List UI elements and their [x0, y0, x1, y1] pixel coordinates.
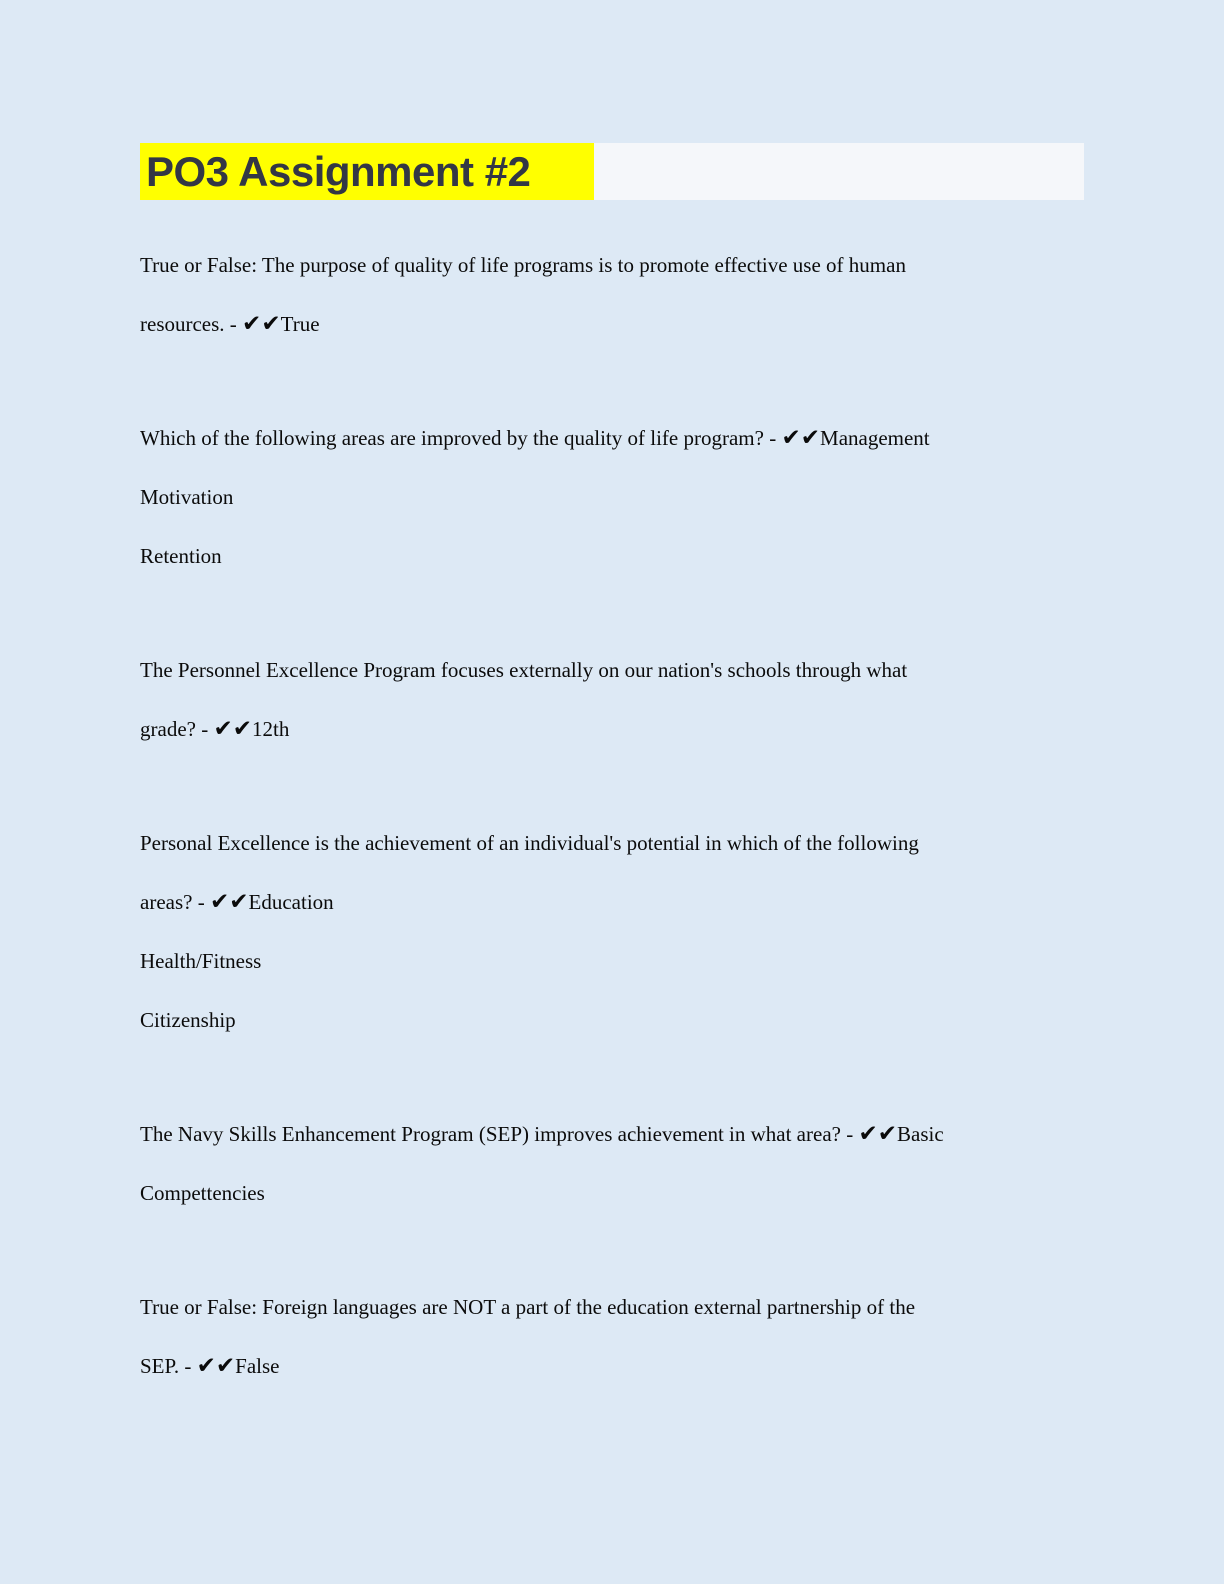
- answer-line: Motivation: [140, 485, 234, 509]
- page-title: PO3 Assignment #2: [140, 143, 594, 200]
- check-icon: ✔: [781, 425, 801, 451]
- question-block-6: [140, 1278, 1084, 1396]
- check-icon: ✔: [213, 716, 233, 742]
- answer-line: resources. - ✔✔True: [140, 311, 320, 337]
- answer-line: SEP. - ✔✔False: [140, 1353, 280, 1379]
- question-line: True or False: The purpose of quality of life programs is to promote effective use of human: [140, 253, 906, 277]
- check-icon: ✔: [232, 716, 253, 742]
- question-line: The Personnel Excellence Program focuses externally on our nation's schools through what: [140, 658, 908, 682]
- question-block-5: [140, 1105, 1084, 1223]
- check-icon: ✔: [877, 1121, 898, 1147]
- question-line: Which of the following areas are improved by the quality of life program? - ✔✔Management: [140, 425, 930, 451]
- check-icon: ✔: [209, 889, 230, 915]
- check-icon: ✔: [800, 425, 821, 451]
- title-band: [140, 143, 1084, 200]
- question-line: Personal Excellence is the achievement of an individual's potential in which of the following: [140, 831, 919, 855]
- check-icon: ✔: [196, 1353, 216, 1379]
- question-line: True or False: Foreign languages are NOT a part of the education external partnership of the: [140, 1295, 916, 1319]
- check-icon: ✔: [858, 1121, 878, 1147]
- answer-line: Health/Fitness: [140, 949, 262, 973]
- question-block-3: [140, 641, 1084, 759]
- answer-line: Compettencies: [140, 1181, 265, 1205]
- answer-line: Retention: [140, 544, 222, 568]
- question-block-1: [140, 236, 1084, 354]
- question-block-2: [140, 409, 1084, 586]
- question-line: The Navy Skills Enhancement Program (SEP) improves achievement in what area? - ✔✔Basic: [140, 1121, 944, 1147]
- question-block-4: [140, 814, 1084, 1050]
- check-icon: ✔: [261, 311, 281, 337]
- check-icon: ✔: [229, 889, 249, 915]
- question-list: [140, 236, 1084, 1451]
- answer-line: areas? - ✔✔Education: [140, 889, 334, 915]
- answer-line: grade? - ✔✔12th: [140, 716, 290, 742]
- check-icon: ✔: [215, 1353, 236, 1379]
- check-icon: ✔: [242, 311, 262, 337]
- answer-line: Citizenship: [140, 1008, 236, 1032]
